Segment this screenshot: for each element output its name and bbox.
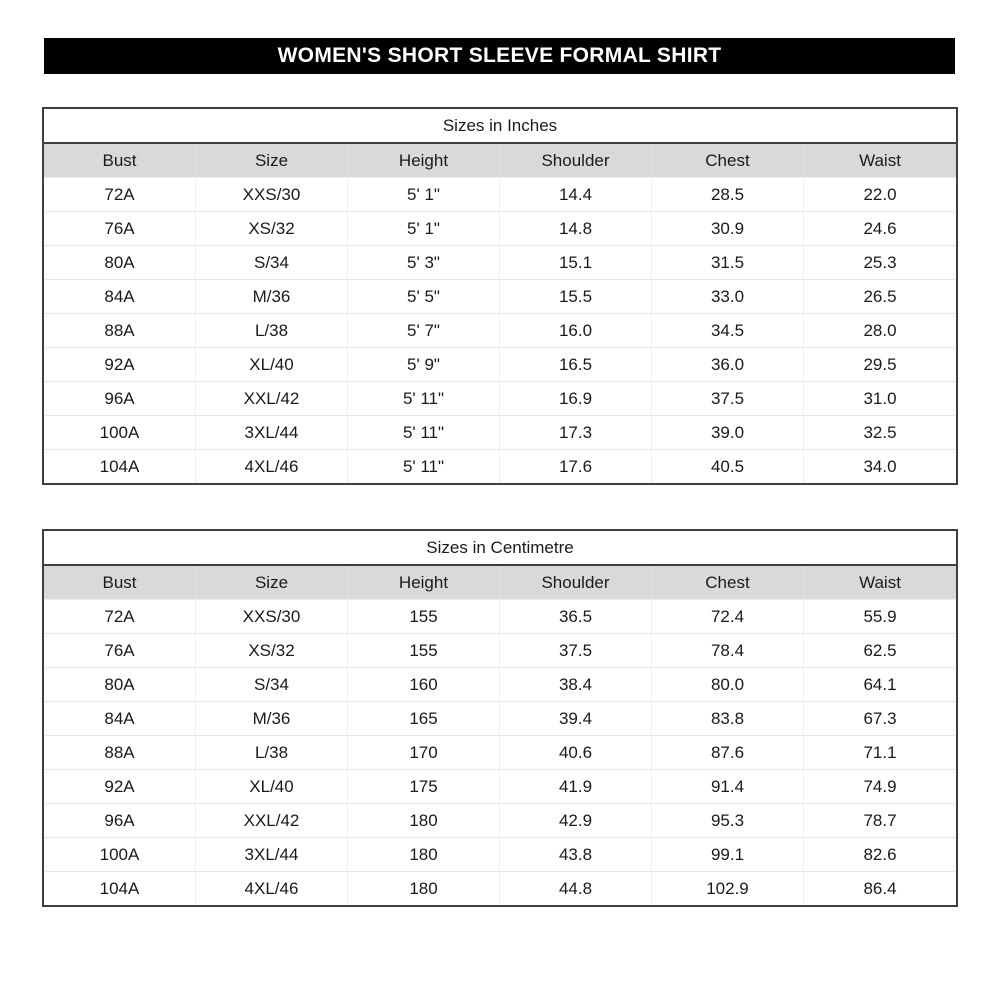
table-cell: 40.5 <box>652 450 804 483</box>
table-cell: 37.5 <box>500 634 652 668</box>
column-header: Height <box>348 144 500 178</box>
table-row <box>44 668 956 702</box>
table-cell: 88A <box>44 736 196 770</box>
table-row <box>44 804 956 838</box>
table-cell: 44.8 <box>500 872 652 905</box>
table-cell: 91.4 <box>652 770 804 804</box>
table-cell: XS/32 <box>196 212 348 246</box>
table-cell: 155 <box>348 634 500 668</box>
table-cell: 25.3 <box>804 246 956 280</box>
column-header: Waist <box>804 566 956 600</box>
column-header: Height <box>348 566 500 600</box>
table-cell: 96A <box>44 804 196 838</box>
table-cell: XXS/30 <box>196 600 348 634</box>
column-header: Waist <box>804 144 956 178</box>
table-cell: 78.4 <box>652 634 804 668</box>
table-cell: 4XL/46 <box>196 450 348 483</box>
table-row <box>44 246 956 280</box>
table-row <box>44 314 956 348</box>
table-cell: 76A <box>44 634 196 668</box>
table-cell: 80.0 <box>652 668 804 702</box>
table-cell: 5' 11" <box>348 416 500 450</box>
table-cell: 67.3 <box>804 702 956 736</box>
table-cell: 15.5 <box>500 280 652 314</box>
table-body <box>44 178 956 483</box>
table-cell: XXS/30 <box>196 178 348 212</box>
table-cell: 5' 1" <box>348 212 500 246</box>
table-cell: 170 <box>348 736 500 770</box>
table-row <box>44 178 956 212</box>
table-body <box>44 600 956 905</box>
table-sizes-centimetre <box>42 529 958 907</box>
table-cell: 74.9 <box>804 770 956 804</box>
table-cell: 64.1 <box>804 668 956 702</box>
table-cell: 14.8 <box>500 212 652 246</box>
table-cell: 160 <box>348 668 500 702</box>
column-header: Bust <box>44 566 196 600</box>
table-cell: 17.6 <box>500 450 652 483</box>
table-cell: 36.0 <box>652 348 804 382</box>
table-cell: 180 <box>348 804 500 838</box>
table-row <box>44 416 956 450</box>
table-cell: 62.5 <box>804 634 956 668</box>
table-cell: 55.9 <box>804 600 956 634</box>
table-cell: XS/32 <box>196 634 348 668</box>
table-cell: 3XL/44 <box>196 416 348 450</box>
table-cell: 76A <box>44 212 196 246</box>
table-cell: S/34 <box>196 246 348 280</box>
table-cell: 30.9 <box>652 212 804 246</box>
table-cell: 5' 9" <box>348 348 500 382</box>
table-cell: 102.9 <box>652 872 804 905</box>
table-row <box>44 770 956 804</box>
table-cell: M/36 <box>196 280 348 314</box>
table-row <box>44 450 956 483</box>
table-cell: 28.0 <box>804 314 956 348</box>
column-header: Shoulder <box>500 144 652 178</box>
table-cell: 80A <box>44 668 196 702</box>
table-cell: 84A <box>44 702 196 736</box>
table-cell: XL/40 <box>196 770 348 804</box>
column-header: Bust <box>44 144 196 178</box>
table-cell: 104A <box>44 450 196 483</box>
column-header: Chest <box>652 144 804 178</box>
table-row <box>44 212 956 246</box>
table-cell: 29.5 <box>804 348 956 382</box>
table-cell: 16.0 <box>500 314 652 348</box>
table-row <box>44 348 956 382</box>
table-cell: 78.7 <box>804 804 956 838</box>
table-cell: 180 <box>348 872 500 905</box>
table-cell: L/38 <box>196 736 348 770</box>
table-cell: 5' 5" <box>348 280 500 314</box>
table-cell: 34.0 <box>863 456 897 476</box>
table-cell: 86.4 <box>863 878 897 898</box>
table-cell: 40.6 <box>500 736 652 770</box>
table-cell: 38.4 <box>500 668 652 702</box>
table-cell: 33.0 <box>652 280 804 314</box>
table-cell: 100A <box>44 838 196 872</box>
table-cell: S/34 <box>196 668 348 702</box>
table-row <box>44 600 956 634</box>
table-cell: 88A <box>44 314 196 348</box>
table-row <box>44 280 956 314</box>
table-cell: 24.6 <box>804 212 956 246</box>
header-row <box>44 144 956 178</box>
column-header: Size <box>196 566 348 600</box>
table-caption: Sizes in Inches <box>44 109 956 144</box>
table-cell: 26.5 <box>804 280 956 314</box>
table-row <box>44 634 956 668</box>
column-header: Chest <box>652 566 804 600</box>
table-cell: 34.5 <box>652 314 804 348</box>
table-cell: 16.5 <box>500 348 652 382</box>
table-cell: L/38 <box>196 314 348 348</box>
table-cell: XXL/42 <box>196 804 348 838</box>
table-cell: 83.8 <box>652 702 804 736</box>
table-cell: 5' 11" <box>348 382 500 416</box>
table-cell: 31.5 <box>652 246 804 280</box>
table-cell: 100A <box>44 416 196 450</box>
table-cell: 5' 3" <box>348 246 500 280</box>
table-cell: 80A <box>44 246 196 280</box>
table-row <box>44 736 956 770</box>
table-cell: 71.1 <box>804 736 956 770</box>
table-cell: 15.1 <box>500 246 652 280</box>
table-cell: 41.9 <box>500 770 652 804</box>
table-cell: 32.5 <box>804 416 956 450</box>
table-caption: Sizes in Centimetre <box>44 531 956 566</box>
table-cell: 92A <box>44 770 196 804</box>
table-cell: 96A <box>44 382 196 416</box>
table-cell: 37.5 <box>652 382 804 416</box>
table-cell: 155 <box>348 600 500 634</box>
table-cell: 175 <box>348 770 500 804</box>
table-row <box>44 382 956 416</box>
table-cell: 92A <box>44 348 196 382</box>
title-bar <box>44 38 955 74</box>
table-cell: 5' 7" <box>348 314 500 348</box>
table-row <box>44 838 956 872</box>
header-row <box>44 566 956 600</box>
table-cell: 3XL/44 <box>196 838 348 872</box>
table-cell: 4XL/46 <box>196 872 348 905</box>
table-cell: 84A <box>44 280 196 314</box>
table-cell: 5' 1" <box>348 178 500 212</box>
table-cell: 180 <box>348 838 500 872</box>
table-cell: 16.9 <box>500 382 652 416</box>
table-cell: M/36 <box>196 702 348 736</box>
table-cell: 95.3 <box>652 804 804 838</box>
table-cell: 22.0 <box>804 178 956 212</box>
column-header: Size <box>196 144 348 178</box>
table-cell: 17.3 <box>500 416 652 450</box>
table-cell: 39.4 <box>500 702 652 736</box>
table-sizes-inches <box>42 107 958 485</box>
table-cell: 39.0 <box>652 416 804 450</box>
table-cell: 87.6 <box>652 736 804 770</box>
table-cell: 42.9 <box>500 804 652 838</box>
table-cell: 43.8 <box>500 838 652 872</box>
table-cell: 36.5 <box>500 600 652 634</box>
column-header: Shoulder <box>500 566 652 600</box>
table-cell: 28.5 <box>652 178 804 212</box>
table-cell: 72A <box>44 178 196 212</box>
table-cell: 82.6 <box>804 838 956 872</box>
table-cell: 104A <box>44 872 196 905</box>
table-cell: XXL/42 <box>196 382 348 416</box>
table-cell: 165 <box>348 702 500 736</box>
page-title: WOMEN'S SHORT SLEEVE FORMAL SHIRT <box>277 44 722 67</box>
table-cell: 99.1 <box>652 838 804 872</box>
table-cell: 5' 11" <box>348 450 500 483</box>
table-cell: 14.4 <box>500 178 652 212</box>
table-cell: 72A <box>44 600 196 634</box>
table-cell: 72.4 <box>652 600 804 634</box>
table-row <box>44 702 956 736</box>
table-cell: XL/40 <box>196 348 348 382</box>
table-cell: 31.0 <box>804 382 956 416</box>
table-row <box>44 872 956 905</box>
